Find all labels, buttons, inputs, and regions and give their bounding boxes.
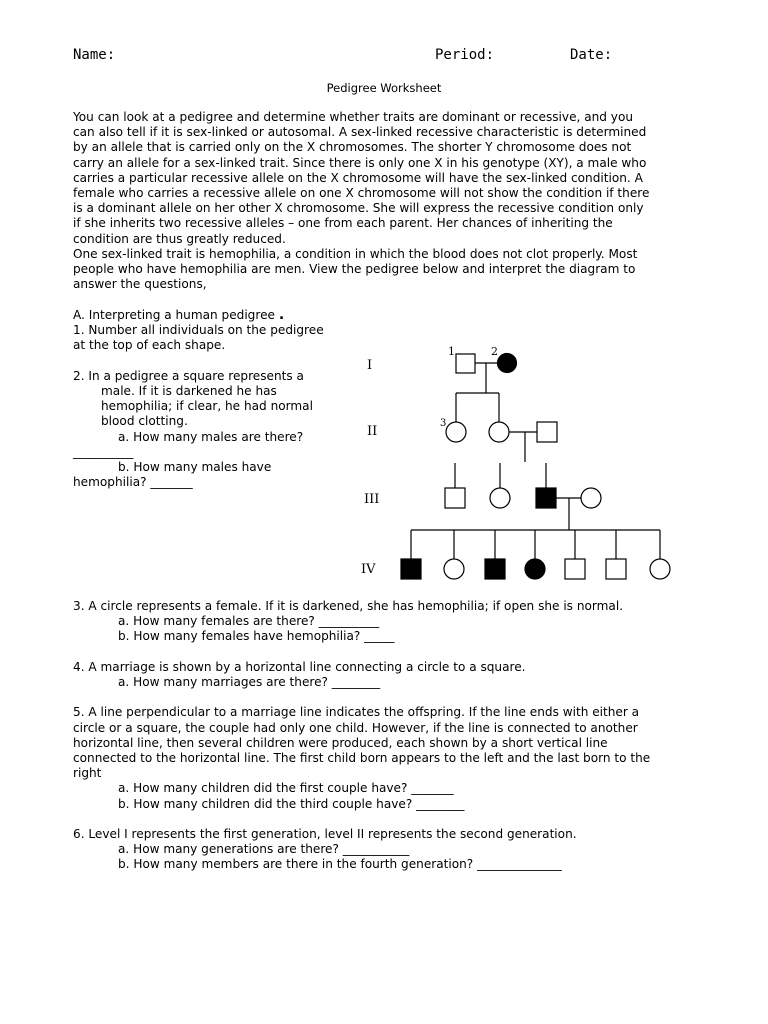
q5-line: horizontal line, then several children were produced, each shown by a short vertical line (73, 735, 608, 750)
individual-number-1: 1 (448, 345, 455, 358)
intro-line: can also tell if it is sex-linked or autosomal. A sex-linked recessive characteristic is determined (73, 125, 647, 140)
questions-block (73, 599, 650, 873)
blank-line (73, 645, 650, 660)
intro-line: female who carries a recessive allele on one X chromosome will not show the condition if there (73, 186, 650, 201)
generation-label-1: I (367, 358, 373, 373)
intro-line: answer the questions, (73, 277, 207, 292)
female-unaffected (581, 488, 601, 508)
section-a-heading-dot: . (278, 307, 285, 323)
female-unaffected (446, 422, 466, 442)
q2b-answer-line[interactable]: hemophilia? _______ (73, 475, 193, 490)
female-affected (498, 354, 517, 373)
generation-label-4: IV (361, 562, 376, 577)
q1-line: at the top of each shape. (73, 338, 226, 353)
intro-line: You can look at a pedigree and determine whether traits are dominant or recessive, and you (73, 110, 634, 124)
q6a-line[interactable]: a. How many generations are there? ___________ (118, 842, 410, 857)
q3a-line[interactable]: a. How many females are there? __________ (118, 614, 380, 629)
q2-line: blood clotting. (101, 414, 188, 429)
q2-line: male. If it is darkened he has (101, 384, 277, 399)
q5b-line[interactable]: b. How many children did the third couple have? ________ (118, 796, 465, 811)
male-affected (536, 488, 556, 508)
male-unaffected (537, 422, 557, 442)
blank-line (73, 812, 650, 827)
page-title: Pedigree Worksheet (326, 81, 442, 95)
intro-line: condition are thus greatly reduced. (73, 231, 286, 246)
female-unaffected (650, 559, 670, 579)
section-a (73, 308, 324, 490)
q5-line: 5. A line perpendicular to a marriage line indicates the offspring. If the line ends with either a (73, 705, 640, 720)
q4a-line[interactable]: a. How many marriages are there? ________ (118, 675, 381, 690)
intro-line: by an allele that is carried only on the X chromosomes. The shorter Y chromosome does not (73, 140, 632, 155)
intro-line: carries a particular recessive allele on the X chromosome will have the sex-linked condition. A (73, 170, 643, 185)
q3-line: 3. A circle represents a female. If it is darkened, she has hemophilia; if open she is normal. (73, 599, 624, 613)
male-unaffected (456, 354, 475, 373)
section-a-heading-text: A. Interpreting a human pedigree (73, 308, 275, 322)
q2-line: 2. In a pedigree a square represents a (73, 368, 304, 383)
q6-line: 6. Level I represents the first generation, level II represents the second generation. (73, 827, 577, 842)
section-a-heading (73, 308, 324, 323)
q5-line: right (73, 766, 102, 781)
q5-line: circle or a square, the couple had only one child. However, if the line is connected to another (73, 720, 638, 735)
q4-line: 4. A marriage is shown by a horizontal line connecting a circle to a square. (73, 659, 526, 674)
male-affected (485, 559, 505, 579)
generation-label-3: III (364, 492, 380, 507)
pedigree-diagram (355, 335, 675, 595)
female-affected (525, 559, 545, 579)
q5a-line[interactable]: a. How many children did the first couple have? _______ (118, 781, 454, 796)
q5-line: connected to the horizontal line. The first child born appears to the left and the last born to the (73, 751, 651, 766)
blank-line (73, 354, 324, 369)
blank-line (73, 690, 650, 705)
name-label: Name: (73, 47, 116, 63)
female-unaffected (444, 559, 464, 579)
female-unaffected (490, 488, 510, 508)
generation-label-2: II (367, 424, 378, 439)
q1-line: 1. Number all individuals on the pedigree (73, 323, 324, 338)
intro-line: carry an allele for a sex-linked trait. Since there is only one X in his genotype (XY), a male who (73, 155, 647, 170)
male-unaffected (606, 559, 626, 579)
individual-number-2: 2 (491, 345, 498, 358)
q2a-answer-blank[interactable]: __________ (73, 444, 134, 459)
q6b-line[interactable]: b. How many members are there in the fourth generation? ______________ (118, 857, 562, 872)
male-unaffected (445, 488, 465, 508)
q3b-line[interactable]: b. How many females have hemophilia? _____ (118, 629, 395, 644)
male-affected (401, 559, 421, 579)
q2a-line: a. How many males are there? (118, 429, 304, 444)
intro-paragraph (73, 110, 649, 292)
period-label: Period: (435, 47, 495, 63)
intro-line: is a dominant allele on her other X chromosome. She will express the recessive condition only (73, 201, 644, 216)
intro-line: if she inherits two recessive alleles – one from each parent. Her chances of inheriting the (73, 216, 613, 231)
intro-line: One sex-linked trait is hemophilia, a condition in which the blood does not clot properly. Most (73, 246, 638, 261)
individual-number-3: 3 (440, 418, 447, 429)
male-unaffected (565, 559, 585, 579)
q2-line: hemophilia; if clear, he had normal (101, 399, 313, 414)
female-unaffected (489, 422, 509, 442)
intro-line: people who have hemophilia are men. View the pedigree below and interpret the diagram to (73, 262, 636, 277)
q2b-line: b. How many males have (118, 460, 272, 475)
date-label: Date: (570, 47, 613, 63)
